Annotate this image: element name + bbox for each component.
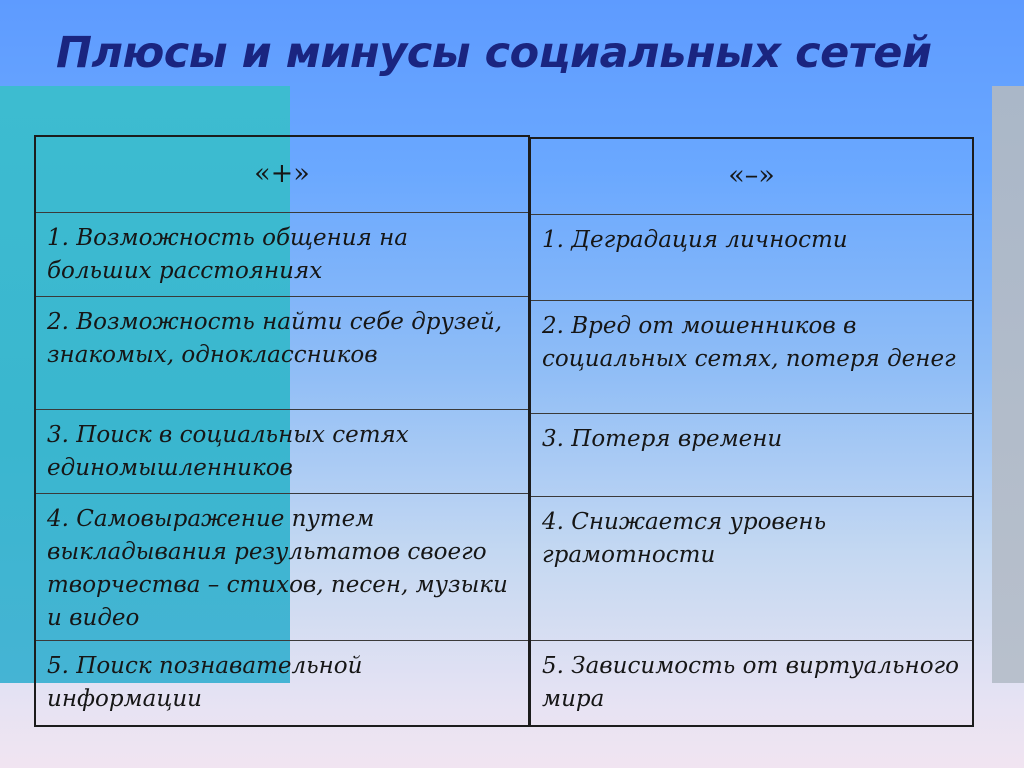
pros-column (34, 135, 530, 727)
pros-item-2: 2. Возможность найти себе друзей, знакомых, одноклассников (36, 297, 528, 410)
cons-item-2: 2. Вред от мошенников в социальных сетях, потеря денег (531, 301, 972, 414)
pros-item-1: 1. Возможность общения на больших расстояниях (36, 213, 528, 297)
pros-item-3: 3. Поиск в социальных сетях единомышленников (36, 410, 528, 494)
pros-header: «+» (36, 137, 528, 213)
grey-accent-block (992, 86, 1024, 683)
cons-item-5: 5. Зависимость от виртуального мира (542, 653, 960, 712)
cons-column (529, 137, 974, 727)
pros-item-4: 4. Самовыражение путем выкладывания результатов своего творчества – стихов, песен, музыки и видео (36, 494, 528, 641)
cons-item-3: 3. Потеря времени (531, 414, 972, 497)
cons-item-1: 1. Деградация личности (531, 215, 972, 301)
slide-title: Плюсы и минусы социальных сетей (56, 28, 932, 78)
pros-item-5: 5. Поиск познавательной информации (47, 653, 363, 712)
cons-item-4: 4. Снижается уровень грамотности (531, 497, 972, 641)
cons-header: «–» (531, 139, 972, 215)
